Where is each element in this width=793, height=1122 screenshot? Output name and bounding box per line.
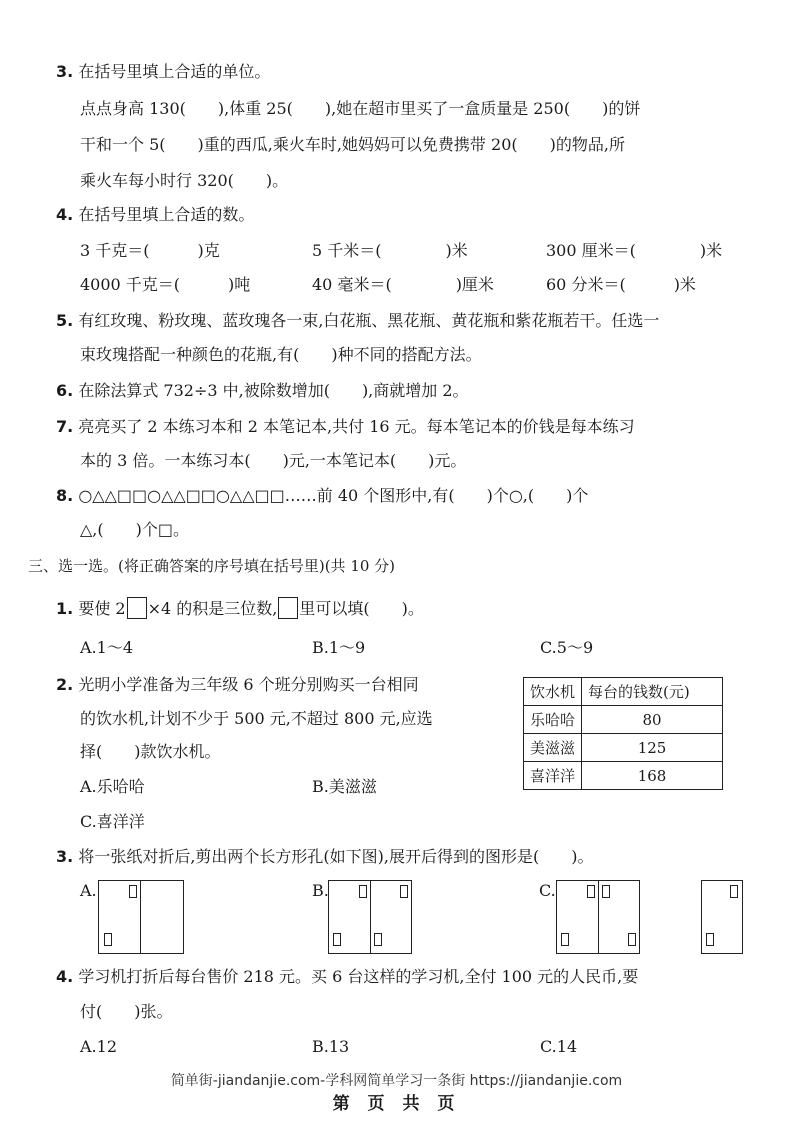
question-8: 8. ○△△□□○△△□□○△△□□……前 40 个图形中,有( )个○,( )个 [56, 486, 589, 505]
choice-question-2-line-1: 光明小学准备为三年级 6 个班分别购买一台相同 [78, 675, 419, 694]
table-row [524, 734, 723, 762]
question-8-line-1: ○△△□□○△△□□○△△□□……前 40 个图形中,有( )个○,( )个 [78, 486, 589, 505]
question-3-line-2: 干和一个 5( )重的西瓜,乘火车时,她妈妈可以免费携带 20( )的物品,所 [80, 135, 625, 154]
q4-item: 4000 千克＝( )吨 [80, 275, 251, 294]
question-5: 5. 有红玫瑰、粉玫瑰、蓝玫瑰各一束,白花瓶、黑花瓶、黄花瓶和紫花瓶若干。任选一 [56, 311, 660, 330]
fold-line [370, 881, 371, 953]
question-6-text: 在除法算式 732÷3 中,被除数增加( ),商就增加 2。 [78, 381, 469, 400]
option-b: B.1～9 [312, 638, 366, 657]
q4-item: 60 分米＝( )米 [546, 275, 696, 294]
question-7: 7. 亮亮买了 2 本练习本和 2 本笔记本,共付 16 元。每本笔记本的价钱是每本练习 [56, 417, 635, 436]
hole-rect [602, 885, 610, 898]
question-7-line-1: 亮亮买了 2 本练习本和 2 本笔记本,共付 16 元。每本笔记本的价钱是每本练习 [78, 417, 635, 436]
figure-option-a [98, 880, 184, 954]
blank-box [278, 597, 298, 619]
price-table [523, 677, 723, 790]
hole-rect [587, 885, 595, 898]
page-number: 第 页 共 页 [332, 1094, 461, 1114]
table-row [524, 706, 723, 734]
fold-line [598, 881, 599, 953]
option-a: A.1～4 [80, 638, 134, 657]
question-5-line-1: 有红玫瑰、粉玫瑰、蓝玫瑰各一束,白花瓶、黑花瓶、黄花瓶和紫花瓶若干。任选一 [78, 311, 660, 330]
q4-item: 40 毫米＝( )厘米 [312, 275, 494, 294]
choice-question-4-line-2: 付( )张。 [80, 1002, 173, 1021]
question-3: 3. 在括号里填上合适的单位。 [56, 62, 271, 81]
option-a-label: A. [80, 881, 97, 900]
option-a: A.乐哈哈 [80, 777, 145, 796]
table-row [524, 762, 723, 790]
option-c: C.5～9 [540, 638, 594, 657]
question-3-line-3: 乘火车每小时行 320( )。 [80, 171, 289, 190]
question-4: 4. 在括号里填上合适的数。 [56, 205, 255, 224]
option-b: B.13 [312, 1037, 350, 1056]
hole-rect [333, 933, 341, 946]
table-cell: 喜洋洋 [524, 762, 582, 790]
option-b-label: B. [312, 881, 329, 900]
option-c-label: C. [539, 881, 556, 900]
hole-rect [400, 885, 408, 898]
question-4-title: 在括号里填上合适的数。 [78, 205, 255, 224]
option-a: A.12 [80, 1037, 117, 1056]
choice-question-4-line-1: 学习机打折后每台售价 218 元。买 6 台这样的学习机,全付 100 元的人民币,要 [78, 967, 639, 986]
hole-rect [129, 885, 137, 898]
section-3-title: 三、选一选。(将正确答案的序号填在括号里)(共 10 分) [28, 557, 396, 575]
table-cell: 80 [582, 706, 723, 734]
choice-question-1: 1. 要使 2 ×4 的积是三位数, 里可以填( )。 [56, 599, 424, 618]
question-5-line-2: 束玫瑰搭配一种颜色的花瓶,有( )种不同的搭配方法。 [80, 345, 482, 364]
hole-rect [730, 885, 738, 898]
folded-paper-figure [701, 880, 743, 954]
q4-item: 5 千米＝( )米 [312, 241, 468, 260]
table-cell: 乐哈哈 [524, 706, 582, 734]
fold-line [140, 881, 141, 953]
hole-rect [628, 933, 636, 946]
hole-rect [359, 885, 367, 898]
figure-option-c [556, 880, 640, 954]
hole-rect [104, 933, 112, 946]
hole-rect [706, 933, 714, 946]
choice-question-3: 3. 将一张纸对折后,剪出两个长方形孔(如下图),展开后得到的图形是( )。 [56, 847, 594, 866]
hole-rect [374, 933, 382, 946]
q4-item: 3 千克＝( )克 [80, 241, 220, 260]
choice-question-3-text: 将一张纸对折后,剪出两个长方形孔(如下图),展开后得到的图形是( )。 [78, 847, 594, 866]
table-cell: 美滋滋 [524, 734, 582, 762]
table-header-row [524, 678, 723, 706]
q4-item: 300 厘米＝( )米 [546, 241, 723, 260]
question-6: 6. 在除法算式 732÷3 中,被除数增加( ),商就增加 2。 [56, 381, 469, 400]
option-c: C.14 [540, 1037, 578, 1056]
choice-question-2: 2. 光明小学准备为三年级 6 个班分别购买一台相同 [56, 675, 419, 694]
choice-question-4: 4. 学习机打折后每台售价 218 元。买 6 台这样的学习机,全付 100 元的人民币,要 [56, 967, 639, 986]
option-b: B.美滋滋 [312, 777, 377, 796]
question-8-line-2: △,( )个□。 [80, 520, 189, 539]
option-c: C.喜洋洋 [80, 812, 145, 831]
question-3-line-1: 点点身高 130( ),体重 25( ),她在超市里买了一盒质量是 250( )的饼 [80, 99, 641, 118]
footer-watermark: 简单街-jiandanjie.com-学科网简单学习一条街 https://jiandanjie.com [170, 1073, 623, 1089]
blank-box [127, 597, 147, 619]
choice-question-2-line-3: 择( )款饮水机。 [80, 742, 221, 761]
figure-option-b [328, 880, 412, 954]
table-cell: 168 [582, 762, 723, 790]
question-3-title: 在括号里填上合适的单位。 [78, 62, 271, 81]
hole-rect [561, 933, 569, 946]
table-header: 饮水机 [524, 678, 582, 706]
choice-question-2-line-2: 的饮水机,计划不少于 500 元,不超过 800 元,应选 [80, 709, 433, 728]
question-7-line-2: 本的 3 倍。一本练习本( )元,一本笔记本( )元。 [80, 451, 467, 470]
table-cell: 125 [582, 734, 723, 762]
table-header: 每台的钱数(元) [582, 678, 723, 706]
